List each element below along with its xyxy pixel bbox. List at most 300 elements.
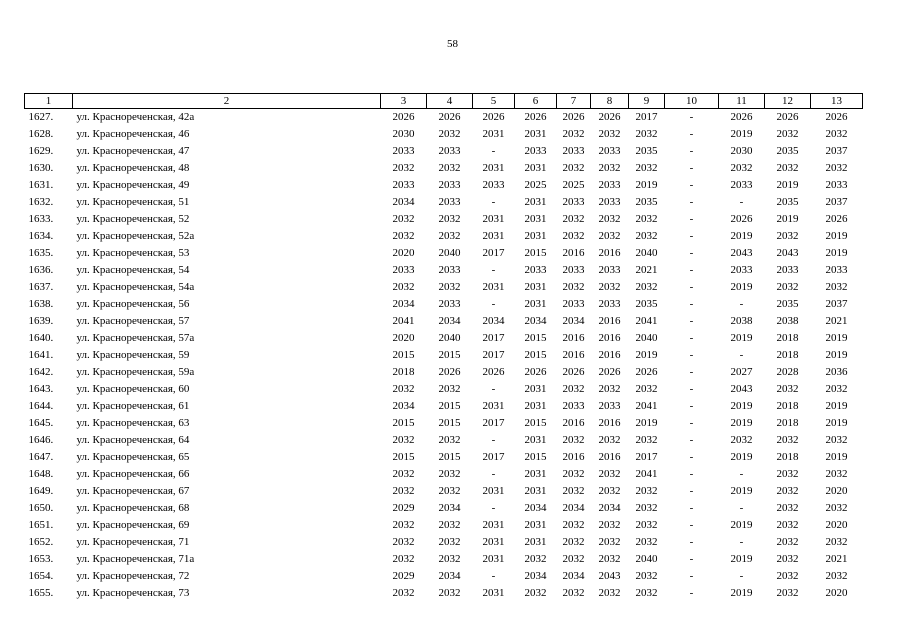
year-cell: - <box>689 128 694 140</box>
column-header-5: 5 <box>473 94 515 109</box>
year-cell: 2032 <box>598 281 621 293</box>
table-row <box>25 568 863 585</box>
table-row <box>25 534 863 551</box>
year-cell: - <box>689 281 694 293</box>
year-cell: - <box>689 162 694 174</box>
year-cell: 2031 <box>482 400 505 412</box>
year-cell: 2031 <box>524 434 547 446</box>
year-cell: - <box>689 298 694 310</box>
year-cell: - <box>689 519 694 531</box>
year-cell: 2035 <box>776 145 799 157</box>
page-number-text: 58 <box>447 38 458 50</box>
year-cell: 2026 <box>730 213 753 225</box>
year-cell: 2032 <box>598 383 621 395</box>
year-cell: - <box>689 145 694 157</box>
year-cell: 2016 <box>562 451 585 463</box>
year-cell: 2026 <box>482 366 505 378</box>
row-number-cell: 1652. <box>28 536 54 548</box>
year-cell: 2037 <box>825 145 848 157</box>
year-cell: 2031 <box>524 383 547 395</box>
year-cell: 2031 <box>482 485 505 497</box>
row-number-cell: 1634. <box>28 230 54 242</box>
year-cell: - <box>689 366 694 378</box>
year-cell: 2033 <box>825 179 848 191</box>
year-cell: - <box>491 383 496 395</box>
year-cell: 2015 <box>524 417 547 429</box>
year-cell: 2032 <box>438 281 461 293</box>
year-cell: 2041 <box>635 468 658 480</box>
year-cell: 2032 <box>825 383 848 395</box>
year-cell: 2037 <box>825 196 848 208</box>
year-cell: 2034 <box>438 502 461 514</box>
table-row <box>25 245 863 262</box>
year-cell: 2015 <box>438 417 461 429</box>
year-cell: 2032 <box>562 434 585 446</box>
year-cell: - <box>689 247 694 259</box>
year-cell: 2016 <box>598 315 621 327</box>
row-number-cell: 1641. <box>28 349 54 361</box>
year-cell: 2027 <box>730 366 753 378</box>
address-cell: ул. Краснореченская, 73 <box>76 587 190 599</box>
row-number-cell: 1631. <box>28 179 54 191</box>
address-cell: ул. Краснореченская, 52а <box>76 230 195 242</box>
year-cell: 2034 <box>392 298 415 310</box>
year-cell: 2032 <box>598 468 621 480</box>
year-cell: 2032 <box>776 230 799 242</box>
address-cell: ул. Краснореченская, 54а <box>76 281 195 293</box>
year-cell: 2031 <box>524 485 547 497</box>
year-cell: 2033 <box>438 145 461 157</box>
year-cell: 2019 <box>730 451 753 463</box>
row-number-cell: 1639. <box>28 315 54 327</box>
year-cell: 2031 <box>524 468 547 480</box>
year-cell: 2015 <box>392 417 415 429</box>
year-cell: 2032 <box>392 553 415 565</box>
row-number-cell: 1637. <box>28 281 54 293</box>
year-cell: 2032 <box>438 468 461 480</box>
table-row <box>25 415 863 432</box>
year-cell: 2020 <box>392 247 415 259</box>
year-cell: 2030 <box>730 145 753 157</box>
year-cell: 2032 <box>438 434 461 446</box>
row-number-cell: 1632. <box>28 196 54 208</box>
year-cell: 2035 <box>635 196 658 208</box>
row-number-cell: 1629. <box>28 145 54 157</box>
year-cell: 2031 <box>524 230 547 242</box>
year-cell: 2032 <box>562 383 585 395</box>
row-number-cell: 1633. <box>28 213 54 225</box>
year-cell: 2018 <box>392 366 415 378</box>
address-cell: ул. Краснореченская, 72 <box>76 570 190 582</box>
year-cell: - <box>689 111 694 123</box>
row-number-cell: 1647. <box>28 451 54 463</box>
year-cell: - <box>689 315 694 327</box>
year-cell: 2031 <box>524 196 547 208</box>
year-cell: 2017 <box>482 417 505 429</box>
table-row <box>25 228 863 245</box>
year-cell: 2032 <box>438 230 461 242</box>
row-number-cell: 1642. <box>28 366 54 378</box>
year-cell: 2032 <box>825 536 848 548</box>
year-cell: 2015 <box>524 332 547 344</box>
year-cell: 2032 <box>562 468 585 480</box>
year-cell: 2035 <box>776 298 799 310</box>
year-cell: 2020 <box>825 519 848 531</box>
year-cell: - <box>689 179 694 191</box>
year-cell: 2026 <box>825 111 848 123</box>
year-cell: 2033 <box>562 264 585 276</box>
address-cell: ул. Краснореченская, 71 <box>76 536 190 548</box>
year-cell: 2031 <box>482 281 505 293</box>
year-cell: 2025 <box>524 179 547 191</box>
year-cell: 2032 <box>392 587 415 599</box>
year-cell: 2031 <box>524 519 547 531</box>
address-cell: ул. Краснореченская, 57а <box>76 332 195 344</box>
year-cell: 2034 <box>392 400 415 412</box>
year-cell: 2032 <box>635 230 658 242</box>
year-cell: 2015 <box>524 451 547 463</box>
year-cell: 2032 <box>825 281 848 293</box>
year-cell: - <box>689 400 694 412</box>
table-row <box>25 211 863 228</box>
year-cell: 2033 <box>438 298 461 310</box>
year-cell: - <box>739 536 744 548</box>
year-cell: 2018 <box>776 349 799 361</box>
year-cell: 2026 <box>635 366 658 378</box>
year-cell: 2019 <box>730 128 753 140</box>
year-cell: 2034 <box>392 196 415 208</box>
year-cell: 2043 <box>730 247 753 259</box>
year-cell: 2033 <box>825 264 848 276</box>
row-number-cell: 1646. <box>28 434 54 446</box>
year-cell: 2040 <box>635 247 658 259</box>
year-cell: 2032 <box>598 536 621 548</box>
year-cell: 2019 <box>730 553 753 565</box>
year-cell: 2032 <box>598 519 621 531</box>
year-cell: 2015 <box>524 247 547 259</box>
year-cell: 2017 <box>482 332 505 344</box>
address-cell: ул. Краснореченская, 48 <box>76 162 190 174</box>
year-cell: 2032 <box>635 281 658 293</box>
year-cell: 2017 <box>635 111 658 123</box>
year-cell: 2032 <box>635 570 658 582</box>
year-cell: 2018 <box>776 451 799 463</box>
year-cell: 2026 <box>438 111 461 123</box>
year-cell: 2032 <box>438 553 461 565</box>
year-cell: 2033 <box>598 264 621 276</box>
column-header-1: 1 <box>25 94 73 109</box>
year-cell: 2032 <box>438 383 461 395</box>
year-cell: - <box>689 570 694 582</box>
address-cell: ул. Краснореченская, 42а <box>76 111 195 123</box>
year-cell: 2019 <box>730 485 753 497</box>
year-cell: 2031 <box>482 162 505 174</box>
year-cell: 2017 <box>482 349 505 361</box>
year-cell: 2032 <box>392 519 415 531</box>
year-cell: 2033 <box>392 264 415 276</box>
address-cell: ул. Краснореченская, 69 <box>76 519 190 531</box>
address-cell: ул. Краснореченская, 53 <box>76 247 190 259</box>
year-cell: 2032 <box>392 485 415 497</box>
row-number-cell: 1636. <box>28 264 54 276</box>
year-cell: - <box>739 502 744 514</box>
year-cell: 2026 <box>730 111 753 123</box>
year-cell: 2033 <box>776 264 799 276</box>
year-cell: 2019 <box>776 179 799 191</box>
year-cell: 2032 <box>438 519 461 531</box>
table-row <box>25 160 863 177</box>
year-cell: 2032 <box>598 485 621 497</box>
year-cell: 2019 <box>825 349 848 361</box>
year-cell: 2032 <box>438 536 461 548</box>
year-cell: 2018 <box>776 417 799 429</box>
year-cell: 2031 <box>482 536 505 548</box>
row-number-cell: 1655. <box>28 587 54 599</box>
address-cell: ул. Краснореченская, 52 <box>76 213 190 225</box>
year-cell: 2032 <box>562 536 585 548</box>
year-cell: 2033 <box>438 196 461 208</box>
year-cell: 2032 <box>598 553 621 565</box>
year-cell: 2032 <box>776 519 799 531</box>
year-cell: 2031 <box>482 519 505 531</box>
year-cell: 2031 <box>482 553 505 565</box>
year-cell: 2032 <box>825 434 848 446</box>
table-row <box>25 143 863 160</box>
year-cell: - <box>739 349 744 361</box>
year-cell: 2033 <box>524 145 547 157</box>
year-cell: 2041 <box>392 315 415 327</box>
address-cell: ул. Краснореченская, 71а <box>76 553 195 565</box>
year-cell: 2035 <box>635 145 658 157</box>
year-cell: 2019 <box>730 400 753 412</box>
year-cell: 2032 <box>776 570 799 582</box>
row-number-cell: 1653. <box>28 553 54 565</box>
year-cell: - <box>491 145 496 157</box>
year-cell: 2032 <box>598 213 621 225</box>
year-cell: 2029 <box>392 502 415 514</box>
column-header-9: 9 <box>629 94 665 109</box>
year-cell: 2031 <box>482 213 505 225</box>
row-number-cell: 1627. <box>28 111 54 123</box>
year-cell: 2019 <box>825 417 848 429</box>
year-cell: 2033 <box>598 196 621 208</box>
year-cell: 2030 <box>392 128 415 140</box>
table-row <box>25 483 863 500</box>
year-cell: 2032 <box>635 213 658 225</box>
year-cell: 2032 <box>524 587 547 599</box>
year-cell: - <box>739 298 744 310</box>
year-cell: 2019 <box>730 417 753 429</box>
year-cell: 2031 <box>524 536 547 548</box>
year-cell: 2034 <box>438 315 461 327</box>
year-cell: 2032 <box>392 434 415 446</box>
year-cell: - <box>739 468 744 480</box>
year-cell: 2026 <box>598 366 621 378</box>
table-row <box>25 585 863 602</box>
row-number-cell: 1643. <box>28 383 54 395</box>
year-cell: 2032 <box>776 536 799 548</box>
year-cell: 2017 <box>635 451 658 463</box>
year-cell: 2015 <box>438 451 461 463</box>
table-row <box>25 551 863 568</box>
year-cell: 2020 <box>825 485 848 497</box>
year-cell: 2031 <box>524 162 547 174</box>
year-cell: 2017 <box>482 451 505 463</box>
year-cell: 2032 <box>392 213 415 225</box>
address-cell: ул. Краснореченская, 47 <box>76 145 190 157</box>
year-cell: - <box>689 468 694 480</box>
year-cell: - <box>689 383 694 395</box>
table-row <box>25 109 863 127</box>
year-cell: 2019 <box>730 281 753 293</box>
year-cell: 2038 <box>776 315 799 327</box>
year-cell: 2026 <box>392 111 415 123</box>
table-row <box>25 313 863 330</box>
year-cell: 2019 <box>825 247 848 259</box>
year-cell: 2031 <box>524 400 547 412</box>
table-row <box>25 517 863 534</box>
column-header-11: 11 <box>719 94 765 109</box>
year-cell: - <box>689 434 694 446</box>
column-header-4: 4 <box>427 94 473 109</box>
year-cell: 2032 <box>825 502 848 514</box>
year-cell: - <box>491 570 496 582</box>
table-row <box>25 398 863 415</box>
header-row <box>25 94 863 109</box>
year-cell: 2033 <box>392 145 415 157</box>
year-cell: 2033 <box>438 264 461 276</box>
year-cell: 2033 <box>598 298 621 310</box>
year-cell: - <box>689 332 694 344</box>
year-cell: 2032 <box>438 213 461 225</box>
year-cell: 2032 <box>562 230 585 242</box>
table-body <box>25 109 863 603</box>
table-header <box>25 94 863 109</box>
year-cell: 2032 <box>598 162 621 174</box>
year-cell: 2025 <box>562 179 585 191</box>
year-cell: 2019 <box>776 213 799 225</box>
address-cell: ул. Краснореченская, 63 <box>76 417 190 429</box>
year-cell: - <box>491 468 496 480</box>
year-cell: 2031 <box>524 298 547 310</box>
year-cell: - <box>739 570 744 582</box>
year-cell: 2026 <box>524 366 547 378</box>
table-row <box>25 500 863 517</box>
year-cell: 2033 <box>524 264 547 276</box>
year-cell: 2015 <box>392 349 415 361</box>
year-cell: 2034 <box>562 315 585 327</box>
year-cell: - <box>689 213 694 225</box>
row-number-cell: 1640. <box>28 332 54 344</box>
column-header-10: 10 <box>665 94 719 109</box>
table-row <box>25 177 863 194</box>
year-cell: 2032 <box>825 128 848 140</box>
year-cell: 2031 <box>524 128 547 140</box>
year-cell: 2043 <box>598 570 621 582</box>
year-cell: 2026 <box>825 213 848 225</box>
address-cell: ул. Краснореченская, 56 <box>76 298 190 310</box>
address-cell: ул. Краснореченская, 59а <box>76 366 195 378</box>
year-cell: 2032 <box>392 468 415 480</box>
year-cell: 2033 <box>598 400 621 412</box>
year-cell: 2016 <box>562 349 585 361</box>
year-cell: 2016 <box>598 247 621 259</box>
year-cell: 2033 <box>392 179 415 191</box>
year-cell: 2032 <box>598 230 621 242</box>
year-cell: 2019 <box>825 332 848 344</box>
column-header-8: 8 <box>591 94 629 109</box>
year-cell: 2032 <box>635 587 658 599</box>
address-cell: ул. Краснореченская, 57 <box>76 315 190 327</box>
address-cell: ул. Краснореченская, 66 <box>76 468 190 480</box>
year-cell: 2033 <box>730 179 753 191</box>
year-cell: 2032 <box>598 128 621 140</box>
year-cell: 2034 <box>562 570 585 582</box>
year-cell: 2033 <box>730 264 753 276</box>
address-cell: ул. Краснореченская, 54 <box>76 264 190 276</box>
year-cell: 2032 <box>730 162 753 174</box>
column-header-6: 6 <box>515 94 557 109</box>
year-cell: 2032 <box>776 434 799 446</box>
year-cell: - <box>491 502 496 514</box>
year-cell: 2032 <box>562 281 585 293</box>
year-cell: 2019 <box>730 587 753 599</box>
year-cell: - <box>689 536 694 548</box>
year-cell: 2019 <box>635 417 658 429</box>
year-cell: - <box>689 230 694 242</box>
table-row <box>25 466 863 483</box>
year-cell: 2017 <box>482 247 505 259</box>
table-row <box>25 432 863 449</box>
year-cell: 2031 <box>524 281 547 293</box>
year-cell: 2016 <box>562 247 585 259</box>
year-cell: - <box>491 196 496 208</box>
year-cell: 2031 <box>482 587 505 599</box>
table-row <box>25 194 863 211</box>
year-cell: 2032 <box>776 502 799 514</box>
year-cell: 2040 <box>438 247 461 259</box>
year-cell: 2036 <box>825 366 848 378</box>
row-number-cell: 1651. <box>28 519 54 531</box>
year-cell: 2032 <box>392 383 415 395</box>
year-cell: 2032 <box>776 587 799 599</box>
year-cell: 2015 <box>438 400 461 412</box>
year-cell: 2031 <box>482 230 505 242</box>
year-cell: 2032 <box>776 128 799 140</box>
year-cell: 2032 <box>524 553 547 565</box>
year-cell: - <box>689 502 694 514</box>
year-cell: 2032 <box>392 281 415 293</box>
year-cell: 2016 <box>562 417 585 429</box>
row-number-cell: 1645. <box>28 417 54 429</box>
year-cell: 2032 <box>776 383 799 395</box>
year-cell: - <box>491 298 496 310</box>
page-number <box>0 38 905 50</box>
year-cell: 2032 <box>392 536 415 548</box>
year-cell: 2034 <box>482 315 505 327</box>
year-cell: 2034 <box>562 502 585 514</box>
year-cell: 2019 <box>825 230 848 242</box>
year-cell: 2019 <box>635 349 658 361</box>
year-cell: 2019 <box>635 179 658 191</box>
address-cell: ул. Краснореченская, 59 <box>76 349 190 361</box>
year-cell: 2032 <box>392 162 415 174</box>
column-header-3: 3 <box>381 94 427 109</box>
year-cell: 2032 <box>776 162 799 174</box>
year-cell: 2032 <box>598 434 621 446</box>
year-cell: 2032 <box>598 587 621 599</box>
year-cell: 2015 <box>438 349 461 361</box>
